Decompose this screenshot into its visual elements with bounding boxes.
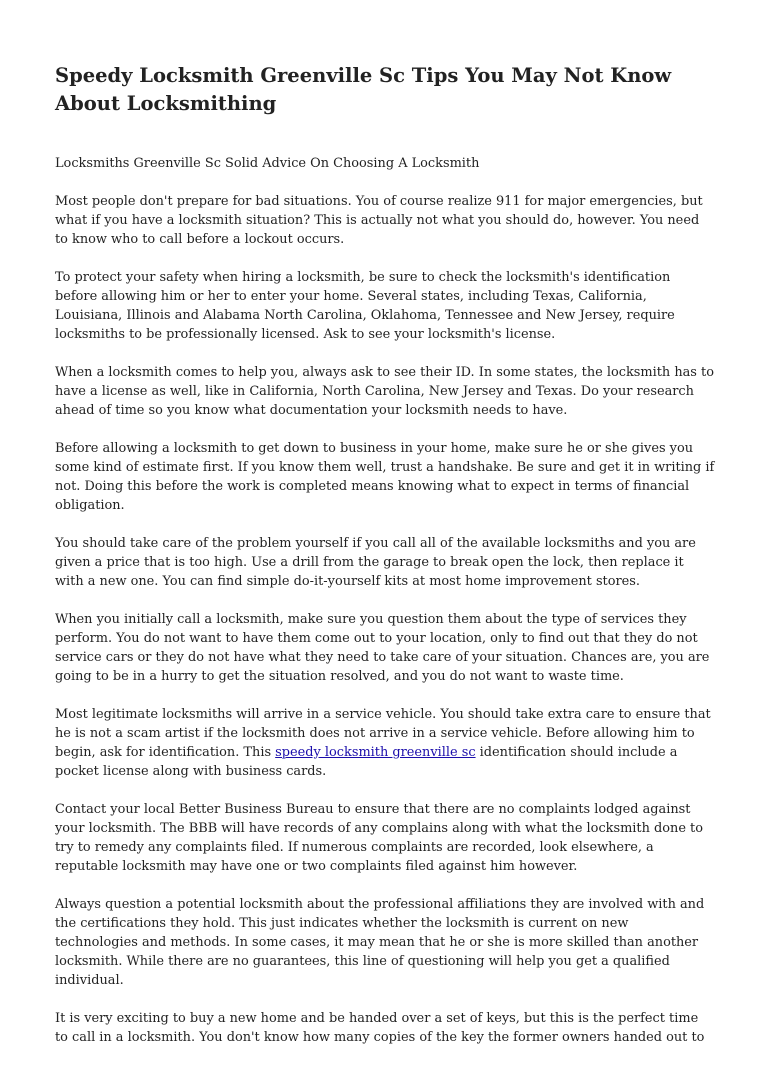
paragraph: To protect your safety when hiring a locksmith, be sure to check the locksmith's identification before allowing him or her to enter your home. Several states, including Texas, California, Louisiana, Illinois and Alabama North Carolina, Oklahoma, Tennessee and New Jersey, require locksmiths to be professionally licensed. Ask to see your locksmith's license. xyxy=(55,270,675,342)
document-subtitle: Locksmiths Greenville Sc Solid Advice On Choosing A Locksmith xyxy=(55,156,480,171)
paragraph: When you initially call a locksmith, make sure you question them about the type of services they perform. You do not want to have them come out to your location, only to find out that they do not service cars or they do not have what they need to take care of your situation. Chances are, you are going to be in a hurry to get the situation resolved, and you do not want to waste time. xyxy=(55,612,710,684)
document-title: Speedy Locksmith Greenville Sc Tips You May Not Know About Locksmithing xyxy=(55,64,672,115)
speedy-locksmith-link[interactable]: speedy locksmith greenville sc xyxy=(275,745,476,760)
paragraph-text-before-link: Most legitimate locksmiths will arrive in a service vehicle. You should take extra care to ensure that he is not a scam artist if the locksmith does not arrive in a service vehicle. Before allowing him to begin, ask for identification. This xyxy=(55,707,711,760)
paragraph: Always question a potential locksmith about the professional affiliations they are involved with and the certifications they hold. This just indicates whether the locksmith is current on new technologies and methods. In some cases, it may mean that he or she is more skilled than another locksmith. While there are no guarantees, this line of questioning will help you get a qualified individual. xyxy=(55,897,705,988)
paragraph-with-link xyxy=(55,705,715,781)
paragraph: It is very exciting to buy a new home and be handed over a set of keys, but this is the perfect time to call in a locksmith. You don't know how many copies of the key the former owners handed out to xyxy=(55,1011,705,1045)
paragraph-text-after-link: identification should include a pocket license along with business cards. xyxy=(55,745,678,779)
document-page xyxy=(55,62,715,1066)
paragraph: Most people don't prepare for bad situations. You of course realize 911 for major emergencies, but what if you have a locksmith situation? This is actually not what you should do, however. You need to know who to call before a lockout occurs. xyxy=(55,194,703,247)
paragraph: When a locksmith comes to help you, always ask to see their ID. In some states, the locksmith has to have a license as well, like in California, North Carolina, New Jersey and Texas. Do your research ahead of time so you know what documentation your locksmith needs to have. xyxy=(55,365,714,418)
paragraph: You should take care of the problem yourself if you call all of the available locksmiths and you are given a price that is too high. Use a drill from the garage to break open the lock, then replace it with a new one. You can find simple do-it-yourself kits at most home improvement stores. xyxy=(55,536,696,589)
paragraph: Contact your local Better Business Bureau to ensure that there are no complaints lodged against your locksmith. The BBB will have records of any complains along with what the locksmith done to try to remedy any complaints filed. If numerous complaints are recorded, look elsewhere, a reputable locksmith may have one or two complaints filed against him however. xyxy=(55,802,703,874)
paragraph: Before allowing a locksmith to get down to business in your home, make sure he or she gives you some kind of estimate first. If you know them well, trust a handshake. Be sure and get it in writing if not. Doing this before the work is completed means knowing what to expect in terms of financial obligation. xyxy=(55,441,715,513)
